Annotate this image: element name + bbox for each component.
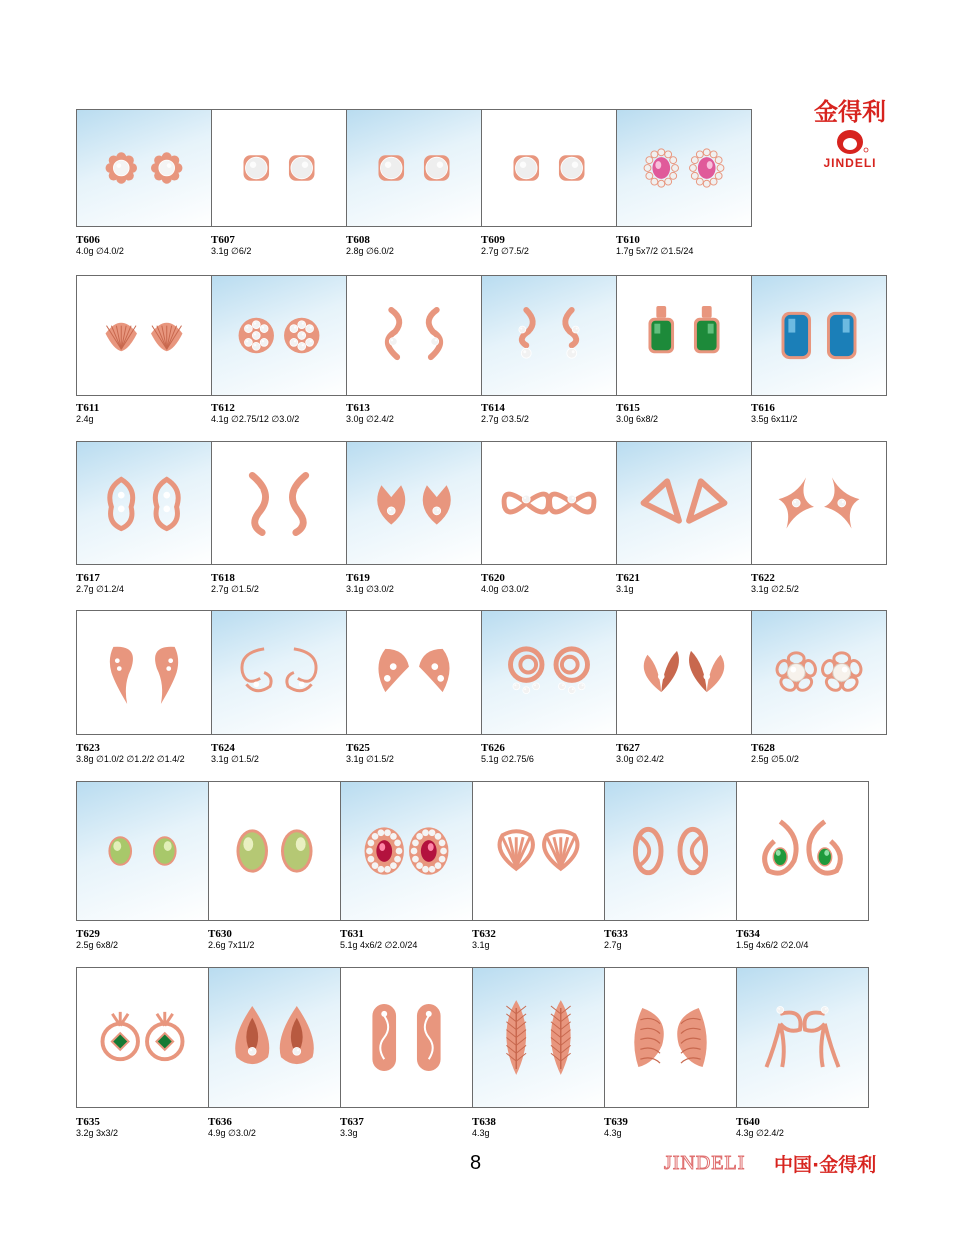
logo-text: JINDELI — [823, 156, 877, 170]
product-image-t628 — [751, 610, 887, 735]
heart-leaf-stud-icon — [347, 442, 481, 564]
product-code: T635 — [76, 1116, 100, 1128]
footer-chinese-brand: 中国·金得利 — [774, 1154, 877, 1176]
product-label — [211, 402, 347, 425]
star-diamond-icon — [752, 442, 886, 564]
product-code: T612 — [211, 402, 235, 414]
product-image-t622 — [751, 441, 887, 565]
product-image-t607 — [211, 109, 347, 227]
product-code: T631 — [340, 928, 364, 940]
product-spec: 2.4g — [76, 414, 94, 424]
product-spec: 3.0g ∅2.4/2 — [616, 754, 664, 764]
product-label — [76, 234, 212, 257]
product-row — [76, 781, 868, 921]
product-spec: 2.6g 7x11/2 — [208, 940, 255, 950]
product-label — [751, 742, 887, 765]
product-row — [76, 109, 751, 227]
product-code: T633 — [604, 928, 628, 940]
product-code: T624 — [211, 742, 235, 754]
product-code: T622 — [751, 572, 775, 584]
scroll-stud-icon — [347, 276, 481, 395]
product-code: T628 — [751, 742, 775, 754]
lotus-leaf-icon — [617, 611, 751, 734]
openwork-stud-icon — [77, 442, 211, 564]
shell-stud-icon — [77, 276, 211, 395]
brand-logo — [800, 96, 900, 176]
product-image-t616 — [751, 275, 887, 396]
product-label — [616, 234, 752, 257]
product-image-t637 — [340, 967, 473, 1108]
product-image-t623 — [76, 610, 212, 735]
product-code: T620 — [481, 572, 505, 584]
product-label — [76, 1116, 212, 1139]
product-image-t609 — [481, 109, 617, 227]
product-spec: 2.7g ∅1.2/4 — [76, 584, 124, 594]
product-image-t611 — [76, 275, 212, 396]
pearl-flower-icon — [752, 611, 886, 734]
product-spec: 4.0g ∅3.0/2 — [481, 584, 529, 594]
product-code: T640 — [736, 1116, 760, 1128]
ruby-halo-icon — [341, 782, 472, 920]
product-label — [616, 572, 752, 595]
product-spec: 3.1g — [616, 584, 634, 594]
product-spec: 3.1g ∅6/2 — [211, 246, 252, 256]
product-row — [76, 967, 868, 1108]
swirl-crystal-icon — [482, 611, 616, 734]
product-spec: 2.7g ∅1.5/2 — [211, 584, 259, 594]
product-spec: 2.8g ∅6.0/2 — [346, 246, 394, 256]
product-image-t625 — [346, 610, 482, 735]
bow-stud-icon — [482, 442, 616, 564]
product-code: T639 — [604, 1116, 628, 1128]
product-spec: 3.1g — [472, 940, 490, 950]
product-label — [736, 928, 872, 951]
product-spec: 5.1g 4x6/2 ∅2.0/24 — [340, 940, 418, 950]
product-code: T614 — [481, 402, 505, 414]
product-label — [208, 928, 344, 951]
feather-leaf-icon — [605, 968, 736, 1107]
product-code: T607 — [211, 234, 235, 246]
product-label — [616, 402, 752, 425]
product-spec: 3.0g 6x8/2 — [616, 414, 659, 424]
product-image-t626 — [481, 610, 617, 735]
stud-crystal-icon — [212, 110, 346, 226]
green-gem-drop-icon — [617, 276, 751, 395]
product-spec: 2.7g — [604, 940, 622, 950]
product-spec: 2.5g 6x8/2 — [76, 940, 119, 950]
product-code: T609 — [481, 234, 505, 246]
product-label — [481, 234, 617, 257]
calla-lily-icon — [77, 611, 211, 734]
filigree-bar-icon — [341, 968, 472, 1107]
product-spec: 3.1g ∅1.5/2 — [211, 754, 259, 764]
product-spec: 2.7g ∅3.5/2 — [481, 414, 529, 424]
looped-oval-icon — [605, 782, 736, 920]
filigree-scroll-icon — [212, 611, 346, 734]
product-spec: 2.5g ∅5.0/2 — [751, 754, 799, 764]
fan-stud-icon — [347, 611, 481, 734]
product-image-t618 — [211, 441, 347, 565]
product-code: T611 — [76, 402, 100, 414]
product-spec: 4.1g ∅2.75/12 ∅3.0/2 — [211, 414, 300, 424]
product-code: T626 — [481, 742, 505, 754]
leaf-swirl-icon — [212, 442, 346, 564]
product-label — [481, 572, 617, 595]
footer-brand: JINDELI — [664, 1152, 746, 1174]
product-image-t632 — [472, 781, 605, 921]
green-gem-swirl-icon — [737, 782, 868, 920]
diamond-frame-icon — [617, 442, 751, 564]
product-label — [616, 742, 752, 765]
product-label — [472, 1116, 608, 1139]
product-image-t627 — [616, 610, 752, 735]
product-spec: 1.5g 4x6/2 ∅2.0/4 — [736, 940, 809, 950]
product-spec: 3.8g ∅1.0/2 ∅1.2/2 ∅1.4/2 — [76, 754, 185, 764]
product-image-t631 — [340, 781, 473, 921]
product-image-t634 — [736, 781, 869, 921]
product-label — [76, 928, 212, 951]
product-label — [211, 742, 347, 765]
product-label — [604, 1116, 740, 1139]
stud-flower-crystal-icon — [77, 110, 211, 226]
product-label — [736, 1116, 872, 1139]
product-image-t614 — [481, 275, 617, 396]
product-label — [604, 928, 740, 951]
product-image-t612 — [211, 275, 347, 396]
product-code: T636 — [208, 1116, 232, 1128]
product-spec: 3.3g — [340, 1128, 358, 1138]
product-code: T617 — [76, 572, 100, 584]
product-spec: 5.1g ∅2.75/6 — [481, 754, 534, 764]
product-spec: 4.9g ∅3.0/2 — [208, 1128, 256, 1138]
blue-gem-stud-icon — [752, 276, 886, 395]
product-image-t624 — [211, 610, 347, 735]
product-spec: 4.3g — [472, 1128, 490, 1138]
product-code: T625 — [346, 742, 370, 754]
product-label — [76, 742, 212, 765]
product-image-t639 — [604, 967, 737, 1108]
product-code: T613 — [346, 402, 370, 414]
logo-script: 金得利 — [814, 97, 886, 126]
product-label — [211, 234, 347, 257]
product-row — [76, 275, 886, 396]
stud-crystal-icon — [347, 110, 481, 226]
product-label — [208, 1116, 344, 1139]
product-label — [76, 572, 212, 595]
product-label — [76, 402, 212, 425]
product-spec: 4.0g ∅4.0/2 — [76, 246, 124, 256]
product-image-t619 — [346, 441, 482, 565]
green-oval-cabochon-icon — [209, 782, 340, 920]
product-label — [481, 742, 617, 765]
product-code: T632 — [472, 928, 496, 940]
product-spec: 3.5g 6x11/2 — [751, 414, 798, 424]
product-image-t615 — [616, 275, 752, 396]
product-code: T621 — [616, 572, 640, 584]
product-code: T623 — [76, 742, 100, 754]
product-spec: 4.3g — [604, 1128, 622, 1138]
product-label — [346, 742, 482, 765]
product-code: T615 — [616, 402, 640, 414]
product-code: T637 — [340, 1116, 364, 1128]
product-image-t613 — [346, 275, 482, 396]
product-image-t638 — [472, 967, 605, 1108]
product-label — [472, 928, 608, 951]
product-spec: 3.0g ∅2.4/2 — [346, 414, 394, 424]
product-image-t617 — [76, 441, 212, 565]
product-code: T629 — [76, 928, 100, 940]
product-code: T619 — [346, 572, 370, 584]
product-row — [76, 441, 886, 565]
round-green-stud-icon — [77, 968, 208, 1107]
product-code: T616 — [751, 402, 775, 414]
product-label — [211, 572, 347, 595]
product-code: T630 — [208, 928, 232, 940]
shell-fan-icon — [473, 782, 604, 920]
product-code: T608 — [346, 234, 370, 246]
product-code: T618 — [211, 572, 235, 584]
product-image-t608 — [346, 109, 482, 227]
product-label — [340, 928, 476, 951]
green-cabochon-icon — [77, 782, 208, 920]
product-spec: 3.1g ∅1.5/2 — [346, 754, 394, 764]
product-image-t635 — [76, 967, 209, 1108]
product-spec: 2.7g ∅7.5/2 — [481, 246, 529, 256]
cluster-stud-icon — [212, 276, 346, 395]
product-code: T610 — [616, 234, 640, 246]
product-code: T634 — [736, 928, 760, 940]
product-label — [340, 1116, 476, 1139]
product-row — [76, 610, 886, 735]
product-image-t633 — [604, 781, 737, 921]
product-image-t630 — [208, 781, 341, 921]
product-label — [346, 402, 482, 425]
leaf-drop-icon — [473, 968, 604, 1107]
product-label — [751, 402, 887, 425]
product-image-t606 — [76, 109, 212, 227]
scroll-drop-icon — [482, 276, 616, 395]
product-spec: 4.3g ∅2.4/2 — [736, 1128, 784, 1138]
page-number: 8 — [470, 1152, 482, 1174]
product-label — [346, 572, 482, 595]
product-label — [751, 572, 887, 595]
product-code: T638 — [472, 1116, 496, 1128]
product-label — [481, 402, 617, 425]
product-spec: 3.1g ∅3.0/2 — [346, 584, 394, 594]
product-code: T606 — [76, 234, 100, 246]
product-spec: 3.2g 3x3/2 — [76, 1128, 119, 1138]
teardrop-leaf-icon — [209, 968, 340, 1107]
product-spec: 3.1g ∅2.5/2 — [751, 584, 799, 594]
stud-pink-halo-icon — [617, 110, 751, 226]
product-image-t636 — [208, 967, 341, 1108]
product-image-t621 — [616, 441, 752, 565]
product-label — [346, 234, 482, 257]
product-image-t610 — [616, 109, 752, 227]
product-image-t629 — [76, 781, 209, 921]
product-image-t640 — [736, 967, 869, 1108]
product-code: T627 — [616, 742, 640, 754]
stud-crystal-icon — [482, 110, 616, 226]
ribbon-bow-icon — [737, 968, 868, 1107]
product-spec: 1.7g 5x7/2 ∅1.5/24 — [616, 246, 694, 256]
product-image-t620 — [481, 441, 617, 565]
